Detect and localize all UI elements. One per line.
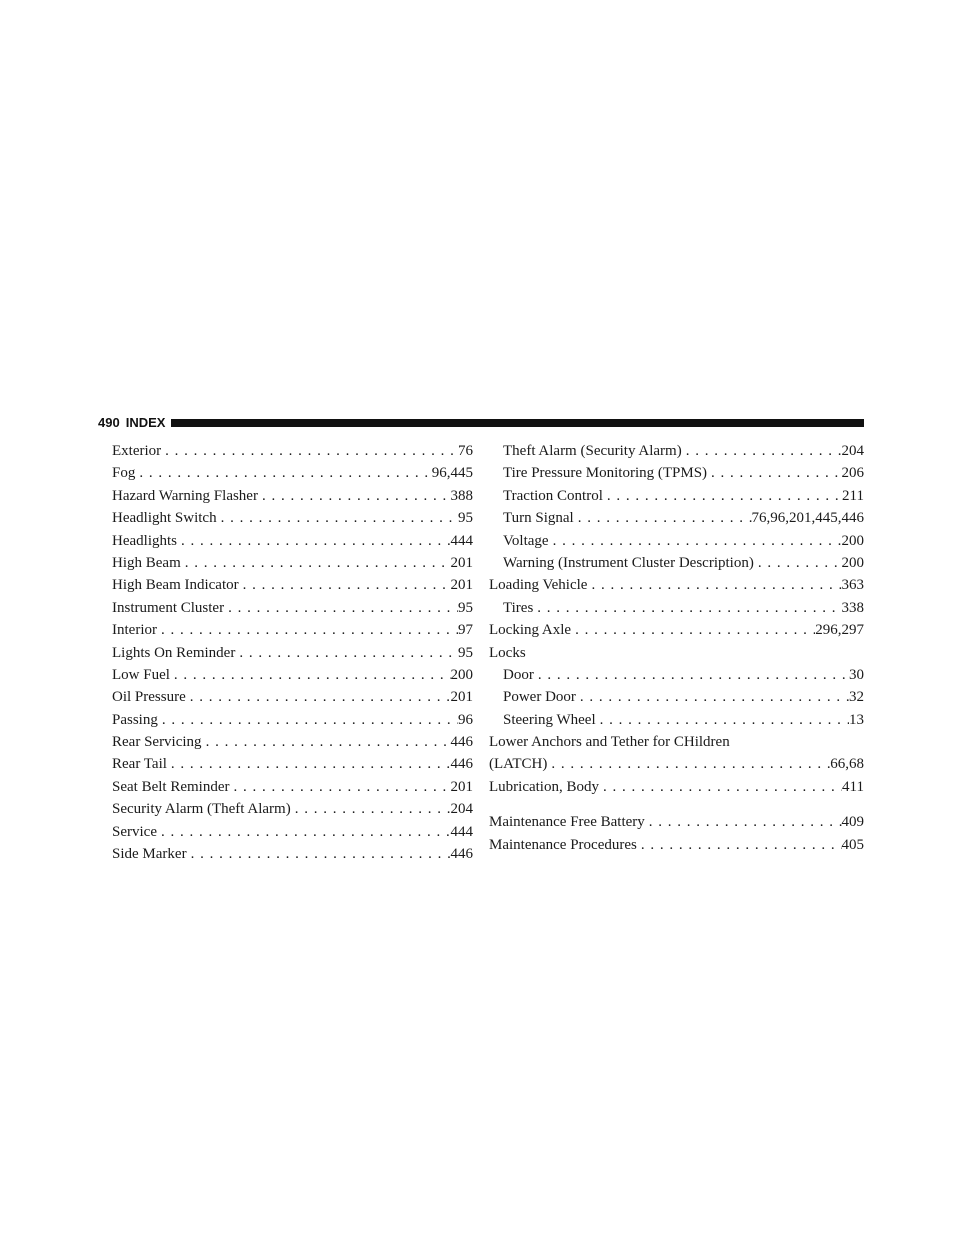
entry-page: 206 bbox=[841, 465, 864, 482]
index-entry bbox=[98, 574, 473, 596]
index-entry bbox=[98, 798, 473, 820]
entry-label: Instrument Cluster bbox=[112, 599, 225, 616]
index-entry bbox=[98, 709, 473, 731]
entry-label: Steering Wheel bbox=[503, 711, 596, 728]
dot-leader bbox=[574, 507, 752, 529]
entry-label: Low Fuel bbox=[112, 666, 170, 683]
dot-leader bbox=[599, 776, 842, 798]
index-entry bbox=[98, 776, 473, 798]
entry-page: 201 bbox=[450, 778, 473, 795]
entry-label: Exterior bbox=[112, 443, 162, 459]
dot-leader bbox=[135, 462, 431, 484]
entry-label: Tires bbox=[503, 599, 534, 616]
dot-leader bbox=[596, 709, 849, 731]
entry-label: Loading Vehicle bbox=[489, 577, 588, 594]
entry-label: Seat Belt Reminder bbox=[112, 778, 230, 795]
index-entry bbox=[489, 485, 864, 507]
entry-page: 446 bbox=[450, 846, 473, 863]
dot-leader bbox=[167, 753, 451, 775]
entry-label: Door bbox=[503, 666, 534, 683]
entry-page: 446 bbox=[450, 756, 473, 773]
dot-leader bbox=[258, 485, 451, 507]
header-rule bbox=[171, 419, 864, 427]
index-entry bbox=[98, 642, 473, 664]
entry-page: 95 bbox=[458, 599, 473, 616]
entry-label: Warning (Instrument Cluster Description) bbox=[503, 554, 754, 571]
dot-leader bbox=[547, 753, 830, 775]
dot-leader bbox=[187, 843, 451, 865]
dot-leader bbox=[229, 776, 450, 798]
locks-group bbox=[489, 664, 864, 731]
index-column-right bbox=[489, 440, 864, 856]
entry-label: Maintenance Free Battery bbox=[489, 814, 645, 831]
index-entry bbox=[98, 731, 473, 753]
entry-page: 97 bbox=[458, 622, 473, 639]
entry-page: 444 bbox=[450, 532, 473, 549]
entry-label: Turn Signal bbox=[503, 510, 574, 527]
entry-label: Lights On Reminder bbox=[112, 644, 236, 661]
dot-leader bbox=[235, 642, 458, 664]
entry-label: Rear Tail bbox=[112, 756, 167, 773]
index-entry bbox=[98, 619, 473, 641]
entry-label: Headlights bbox=[112, 532, 177, 549]
index-entry bbox=[489, 619, 864, 641]
index-entry bbox=[98, 597, 473, 619]
index-entry bbox=[98, 552, 473, 574]
index-entry bbox=[98, 843, 473, 865]
entry-page: 296,297 bbox=[815, 622, 864, 639]
index-entry bbox=[489, 664, 864, 686]
entry-page: 32 bbox=[849, 689, 864, 706]
entry-label: Passing bbox=[112, 711, 158, 728]
dot-leader bbox=[549, 530, 842, 552]
index-heading-locks: Locks bbox=[489, 644, 526, 661]
dot-leader bbox=[186, 686, 451, 708]
index-entry bbox=[98, 462, 473, 484]
index-entry bbox=[489, 574, 864, 596]
index-entry bbox=[98, 686, 473, 708]
dot-leader bbox=[158, 709, 458, 731]
dot-leader bbox=[181, 552, 451, 574]
index-entry bbox=[489, 440, 864, 462]
entry-label: Traction Control bbox=[503, 487, 603, 504]
entry-page: 200 bbox=[450, 666, 473, 683]
dot-leader bbox=[576, 686, 849, 708]
section-title: INDEX bbox=[125, 415, 166, 430]
index-heading-latch: Lower Anchors and Tether for CHildren bbox=[489, 734, 730, 751]
entry-page: 66,68 bbox=[830, 756, 864, 773]
entry-label: (LATCH) bbox=[489, 756, 548, 773]
dot-leader bbox=[707, 462, 841, 484]
entry-label: Rear Servicing bbox=[112, 734, 202, 751]
dot-leader bbox=[157, 821, 451, 843]
dot-leader bbox=[177, 530, 451, 552]
dot-leader bbox=[603, 485, 842, 507]
entry-page: 76,96,201,445,446 bbox=[751, 510, 864, 527]
index-entry bbox=[489, 776, 864, 798]
index-entry bbox=[98, 753, 473, 775]
dot-leader bbox=[224, 597, 458, 619]
entry-label: Headlight Switch bbox=[112, 510, 217, 527]
index-entry bbox=[489, 834, 864, 856]
dot-leader bbox=[533, 597, 841, 619]
index-entry bbox=[489, 462, 864, 484]
entry-page: 201 bbox=[450, 689, 473, 706]
dot-leader bbox=[157, 619, 458, 641]
entry-label: High Beam Indicator bbox=[112, 577, 239, 594]
page-header bbox=[0, 416, 864, 430]
entry-page: 201 bbox=[450, 554, 473, 571]
entry-page: 388 bbox=[450, 487, 473, 504]
index-entry bbox=[489, 597, 864, 619]
index-entry bbox=[98, 664, 473, 686]
index-entry bbox=[489, 753, 864, 775]
entry-page: 13 bbox=[849, 711, 864, 728]
entry-page: 96,445 bbox=[431, 465, 473, 482]
entry-label: Locking Axle bbox=[489, 622, 572, 639]
entry-page: 444 bbox=[450, 823, 473, 840]
entry-page: 30 bbox=[849, 666, 864, 683]
dot-leader bbox=[202, 731, 451, 753]
dot-leader bbox=[637, 834, 842, 856]
entry-label: Maintenance Procedures bbox=[489, 836, 637, 853]
index-entry bbox=[98, 507, 473, 529]
index-entry bbox=[489, 811, 864, 833]
index-entry bbox=[489, 686, 864, 708]
entry-label: Lubrication, Body bbox=[489, 778, 599, 795]
dot-leader bbox=[239, 574, 451, 596]
dot-leader bbox=[587, 574, 841, 596]
entry-page: 446 bbox=[450, 734, 473, 751]
entry-page: 411 bbox=[842, 778, 864, 795]
index-entry bbox=[489, 709, 864, 731]
dot-leader bbox=[645, 811, 842, 833]
dot-leader bbox=[571, 619, 815, 641]
dot-leader bbox=[217, 507, 458, 529]
entry-page: 211 bbox=[842, 487, 864, 504]
entry-page: 405 bbox=[841, 836, 864, 853]
dot-leader bbox=[291, 798, 451, 820]
index-entry bbox=[98, 821, 473, 843]
dot-leader bbox=[682, 440, 842, 462]
entry-label: Tire Pressure Monitoring (TPMS) bbox=[503, 465, 708, 482]
entry-page: 204 bbox=[841, 443, 864, 459]
entry-page: 338 bbox=[841, 599, 864, 616]
dot-leader bbox=[534, 664, 849, 686]
entry-page: 363 bbox=[841, 577, 864, 594]
entry-page: 201 bbox=[450, 577, 473, 594]
entry-page: 204 bbox=[450, 801, 473, 818]
page-number: 490 bbox=[98, 415, 120, 430]
entry-label: High Beam bbox=[112, 554, 181, 571]
entry-label: Power Door bbox=[503, 689, 576, 706]
entry-label: Voltage bbox=[503, 532, 549, 549]
index-entry bbox=[98, 530, 473, 552]
dot-leader bbox=[161, 440, 458, 462]
entry-label: Fog bbox=[112, 465, 136, 482]
entry-label: Theft Alarm (Security Alarm) bbox=[503, 443, 682, 459]
entry-page: 200 bbox=[841, 532, 864, 549]
dot-leader bbox=[754, 552, 842, 574]
entry-label: Hazard Warning Flasher bbox=[112, 487, 258, 504]
warning-lights-group bbox=[489, 440, 864, 574]
entry-page: 200 bbox=[841, 554, 864, 571]
index-entry bbox=[98, 485, 473, 507]
entry-page: 409 bbox=[841, 814, 864, 831]
entry-page: 96 bbox=[458, 711, 473, 728]
entry-label: Security Alarm (Theft Alarm) bbox=[112, 801, 291, 818]
entry-page: 95 bbox=[458, 644, 473, 661]
index-entry bbox=[489, 530, 864, 552]
entry-label: Interior bbox=[112, 622, 157, 639]
index-entry bbox=[98, 440, 473, 462]
dot-leader bbox=[170, 664, 451, 686]
entry-label: Oil Pressure bbox=[112, 689, 186, 706]
entry-page: 95 bbox=[458, 510, 473, 527]
entry-page: 76 bbox=[458, 443, 473, 459]
index-entry bbox=[489, 552, 864, 574]
entry-label: Service bbox=[112, 823, 157, 840]
entry-label: Side Marker bbox=[112, 846, 187, 863]
index-column-left bbox=[98, 440, 473, 865]
index-entry bbox=[489, 507, 864, 529]
